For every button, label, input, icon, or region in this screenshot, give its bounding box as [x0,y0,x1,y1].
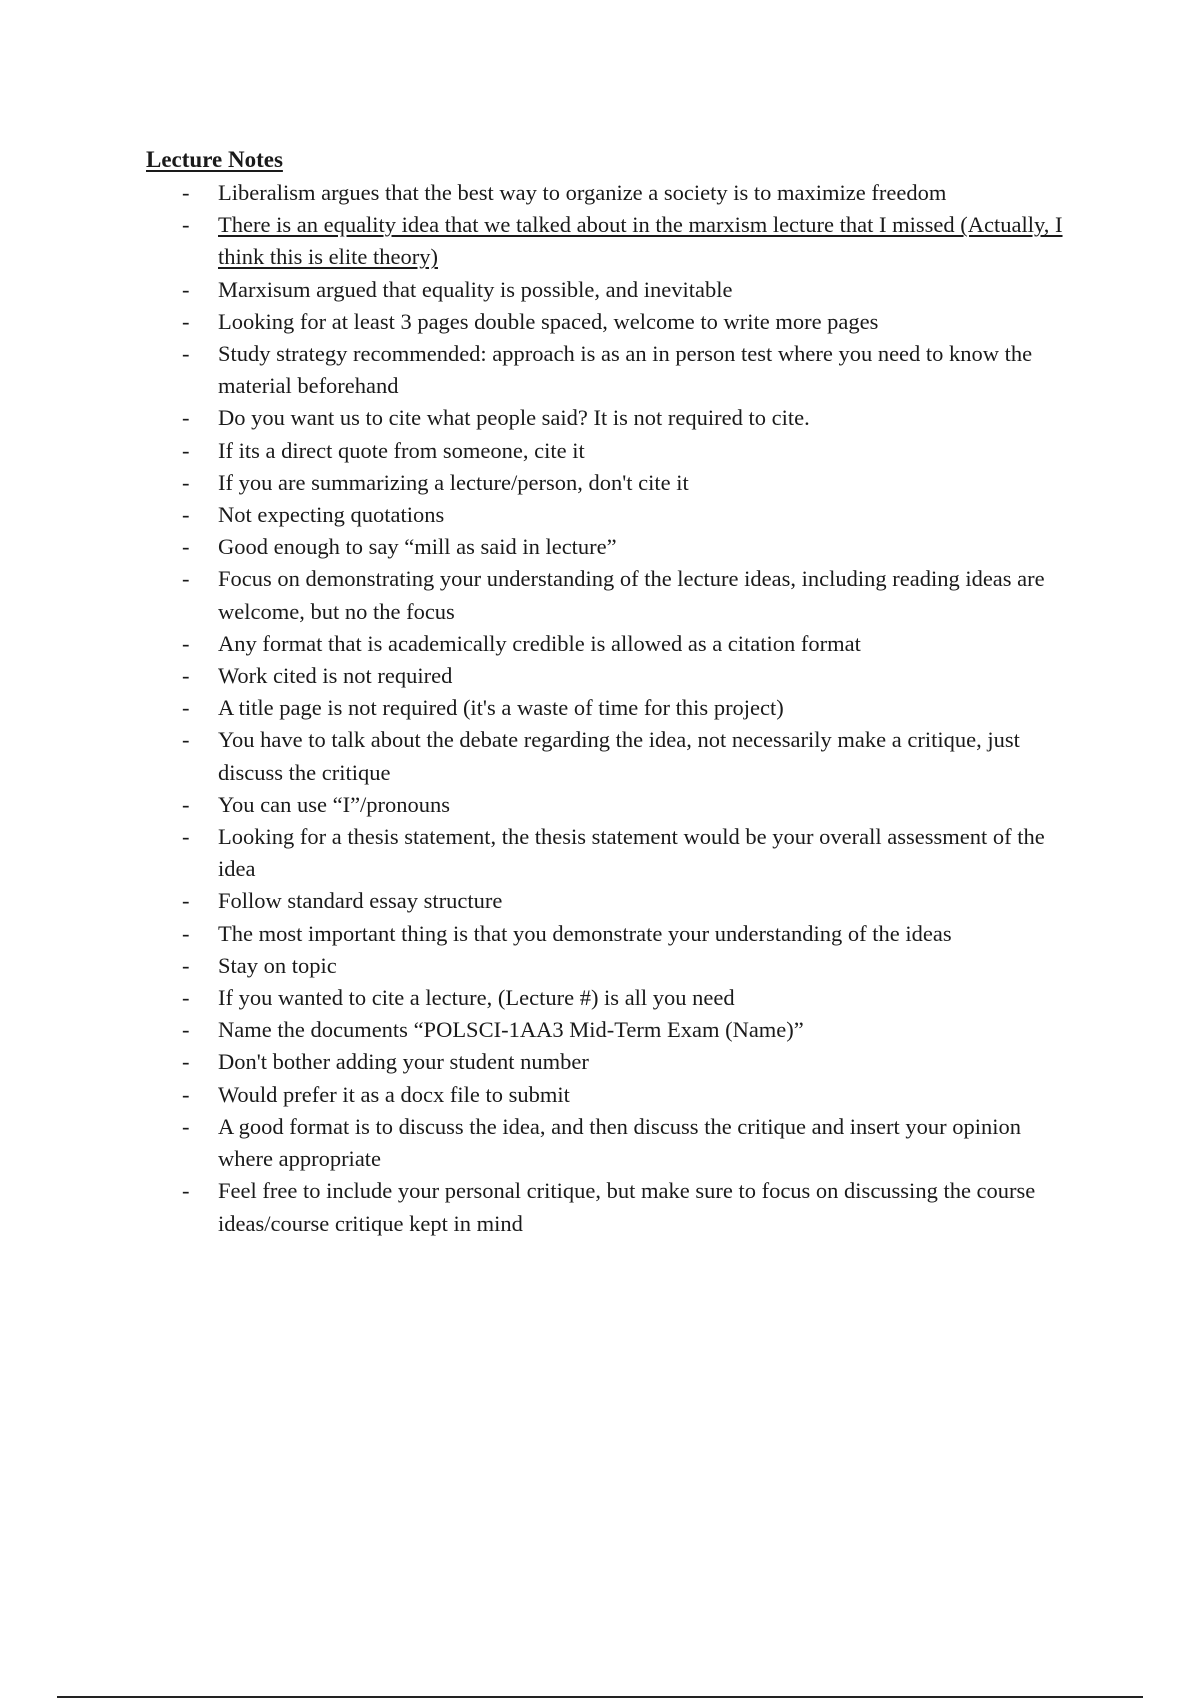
list-item-text: A title page is not required (it's a waste of time for this project) [218,695,784,721]
list-item [146,918,1076,950]
list-item [146,1175,1076,1239]
list-item-text: Name the documents “POLSCI-1AA3 Mid-Term Exam (Name)” [218,1017,804,1043]
list-item [146,885,1076,917]
list-item [146,402,1076,434]
bullet-dash: - [182,308,190,334]
bullet-dash: - [182,1081,190,1107]
bullet-dash: - [182,695,190,721]
list-item-text: A good format is to discuss the idea, and then discuss the critique and insert your opinion where appropriate [218,1113,1021,1172]
bullet-dash: - [182,405,190,431]
list-item-text: Stay on topic [218,952,337,978]
list-item-text: Study strategy recommended: approach is as an in person test where you need to know the material beforehand [218,341,1033,399]
lecture-notes-list [146,177,1076,1240]
list-item [146,660,1076,692]
list-item [146,338,1076,402]
list-item-text: Work cited is not required [218,663,453,689]
list-item [146,692,1076,724]
list-item [146,177,1076,209]
bullet-dash: - [182,1049,190,1075]
list-item [146,789,1076,821]
bullet-dash: - [182,566,190,592]
bullet-dash: - [182,276,190,302]
list-item [146,628,1076,660]
bullet-dash: - [182,888,190,914]
bullet-dash: - [182,727,190,753]
list-item-text: If you are summarizing a lecture/person, don't cite it [218,469,689,495]
list-item-text: You have to talk about the debate regarding the idea, not necessarily make a critique, just discuss the critique [218,727,1020,785]
list-item-text: If its a direct quote from someone, cite it [218,437,585,463]
bullet-dash: - [182,920,190,946]
list-item-text: Focus on demonstrating your understanding of the lecture ideas, including reading ideas are welcome, but no the focus [218,566,1045,624]
bullet-dash: - [182,952,190,978]
list-item-text: Not expecting quotations [218,502,445,528]
list-item-text: Looking for at least 3 pages double spaced, welcome to write more pages [218,308,879,334]
bullet-dash: - [182,985,190,1011]
page-title: Lecture Notes [146,147,283,172]
list-item [146,821,1076,885]
bullet-dash: - [182,1178,190,1204]
list-item-text: Looking for a thesis statement, the thesis statement would be your overall assessment of the idea [218,824,1045,882]
list-item-text: Marxisum argued that equality is possible, and inevitable [218,276,733,302]
bullet-dash: - [182,502,190,528]
bullet-dash: - [182,1017,190,1043]
bullet-dash: - [182,791,190,817]
list-item [146,499,1076,531]
list-item [146,950,1076,982]
list-item [146,435,1076,467]
list-item-text: You can use “I”/pronouns [218,791,451,817]
bullet-dash: - [182,824,190,850]
list-item-text: Would prefer it as a docx file to submit [218,1081,570,1107]
bullet-dash: - [182,534,190,560]
list-item [146,1079,1076,1111]
list-item-text: Any format that is academically credible is allowed as a citation format [218,630,861,656]
list-item-text: Feel free to include your personal critique, but make sure to focus on discussing the course ideas/course critique kept in mind [218,1178,1036,1236]
bullet-dash: - [182,630,190,656]
page-bottom-rule [57,1696,1143,1698]
list-item-text: Good enough to say “mill as said in lecture” [218,534,617,560]
list-item [146,209,1076,273]
list-item-text: The most important thing is that you demonstrate your understanding of the ideas [218,920,952,946]
bullet-dash: - [182,469,190,495]
list-item [146,1014,1076,1046]
list-item-text: Don't bother adding your student number [218,1049,589,1075]
list-item [146,274,1076,306]
bullet-dash: - [182,663,190,689]
list-item [146,467,1076,499]
list-item-text: There is an equality idea that we talked about in the marxism lecture that I missed (Actually, I think this is elite theory) [218,212,1063,270]
list-item [146,1111,1076,1175]
list-item [146,982,1076,1014]
list-item [146,724,1076,788]
bullet-dash: - [182,1113,190,1139]
list-item [146,306,1076,338]
list-item-text: Follow standard essay structure [218,888,503,914]
list-item-text: Liberalism argues that the best way to organize a society is to maximize freedom [218,180,947,205]
bullet-dash: - [182,341,190,367]
list-item-text: Do you want us to cite what people said? It is not required to cite. [218,405,810,431]
bullet-dash: - [182,180,190,205]
list-item-text: If you wanted to cite a lecture, (Lecture #) is all you need [218,985,735,1011]
list-item [146,1046,1076,1078]
bullet-dash: - [182,437,190,463]
list-item [146,563,1076,627]
bullet-dash: - [182,212,190,238]
list-item [146,531,1076,563]
